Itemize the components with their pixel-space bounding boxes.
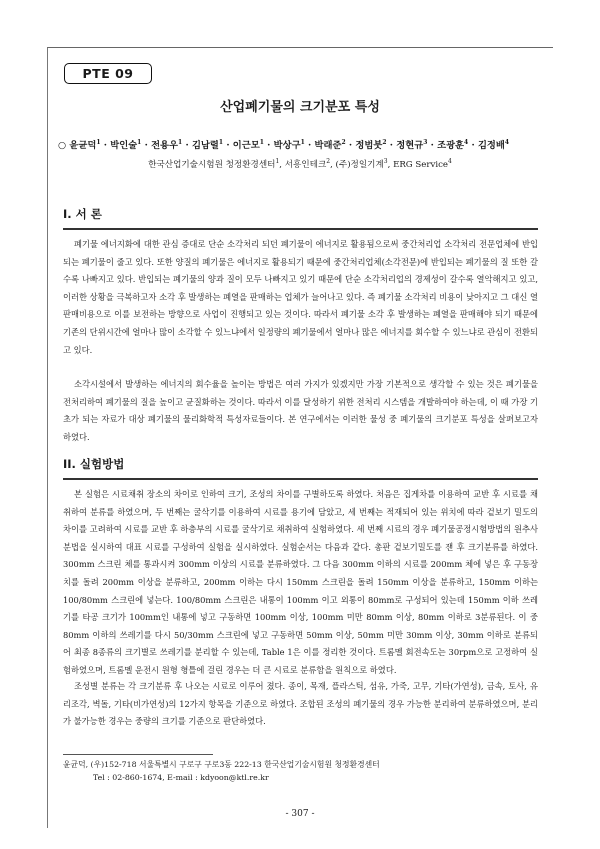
- author-name: 김정배: [477, 140, 505, 151]
- author-separator: ·: [263, 140, 274, 151]
- affiliation-name: 한국산업기술시험원 청정환경센터: [148, 160, 276, 170]
- author-affiliation-index: 2: [382, 138, 387, 146]
- author-separator: ·: [141, 140, 152, 151]
- section-rule: [63, 478, 538, 480]
- author-name: 정범붓: [355, 140, 383, 151]
- author-name: 박인술: [110, 140, 138, 151]
- section-rule: [63, 228, 538, 230]
- affiliation-name: ERG Service: [393, 160, 448, 170]
- author-list: [58, 137, 558, 151]
- footnote-address: 윤균덕, (우)152-718 서울특별시 구로구 구로3동 222-13 한국산업기술시험원 청정환경센터: [63, 760, 380, 769]
- author-marker: ○: [58, 140, 70, 151]
- page-number: - 307 -: [285, 809, 315, 819]
- author-separator: ·: [182, 140, 192, 151]
- affiliation-list: 한국산업기술시험원 청정환경센터$^1$, 서흥인테크$^2$, (주)정일기계$^3$, ERG Service$^4$: [148, 158, 452, 170]
- affiliation-index: 1: [275, 158, 280, 166]
- author-separator: ·: [223, 140, 233, 151]
- paper-title: 산업폐기물의 크기분포 특성: [220, 100, 380, 115]
- footnote-rule: [63, 754, 213, 755]
- author-name: 박상구: [273, 140, 301, 151]
- affiliation-index: 3: [383, 158, 388, 166]
- author-affiliation-index: 1: [96, 138, 101, 146]
- author-affiliation-index: 1: [137, 138, 142, 146]
- author-affiliation-index: 2: [341, 138, 346, 146]
- section-heading-introduction: I. 서 론: [63, 207, 102, 221]
- author-name: 이근모: [232, 140, 260, 151]
- author-affiliation-index: 4: [504, 138, 510, 146]
- author-separator: ·: [100, 140, 111, 151]
- methods-paragraph-2: 조성별 분류는 각 크기분류 후 나오는 시료로 이루어 졌다. 종이, 목재, 플라스틱, 섬유, 가죽, 고무, 기타(가연성), 금속, 토사, 유리조각, 벽돌, 기타(비가연성)의 12가지 항목을 기준으로 하였다. 조합된 조성의 폐기물의 경우 가능한 분리하여 분류하였으며, 분리가 불가능한 경우는 중량의 크기를 기준으로 판단하였다.: [63, 681, 538, 727]
- methods-paragraph-1: 본 실험은 시료채취 장소의 차이로 인하여 크기, 조성의 차이를 구별하도록 하였다. 처음은 집게차를 이용하여 교반 후 시료를 채취하여 분류를 하였으며, 두 번째는 굴삭기를 이용하여 시료를 용기에 담았고, 세 번째는 적재되어 있는 위치에 따라 겉보기 밀도의 차이를 고려하여 시료를 교반 후 하층부의 시료를 굴삭기로 채취하여 실험하였다. 세 번째 시료의 경우 폐기물공정시험방법의 원추사분법을 실시하여 대표 시료를 구성하여 실험을 실시하였다. 실험순서는 다음과 같다. 총판 겉보기밀도를 잰 후 크기분류를 하였다. 300mm 스크린 체를 통과시켜 300mm 이상의 시료를 분류하였다. 그 다음 300mm 이하의 시료를 200mm 체에 넣은 후 구동장치를 돌려 200mm 이상을 분류하고, 200mm 이하는 다시 150mm 스크린을 돌려 150mm 이상을 분류하고, 150mm 이하는 100/80mm 스크린에 넣는다. 100/80mm 스크린은 내통이 100mm 이고 외통이 80mm로 구성되어 있는데 150mm 이하 쓰레기를 타공 크기가 100mm인 내통에 넣고 구동하면 100mm 이상, 100mm 미만 80mm 이상, 80mm 이하로 3분류된다. 이 중 80mm 이하의 쓰레기를 다시 50/30mm 스크린에 넣고 구동하면 50mm 이상, 50mm 미만 30mm 이상, 30mm 이하로 분류되어 최종 8종류의 크기별로 쓰레기를 분리할 수 있는데, Table 1은 이를 정리한 것이다. 트롬멜 회전속도는 30rpm으로 고정하여 실험하였으며, 트롬멜 운전시 원형 형틀에 걸린 경우는 더 큰 시료로 분류함을 원칙으로 하였다.: [63, 489, 539, 675]
- intro-paragraph-1: 폐기물 에너지화에 대한 관심 증대로 단순 소각처리 되던 폐기물이 에너지로 활용됨으로써 중간처리업 소각처리 전문업체에 반입되는 폐기물이 줄고 있다. 또한 양질의 폐기물은 에너지로 활용되기 때문에 중간처리업체(소각전문)에 반입되는 폐기물의 질 또한 갈수록 나빠지고 있다. 반입되는 폐기물의 양과 질이 모두 나빠지고 있기 때문에 단순 소각처리업의 경제성이 갈수록 열악해지고 있고, 이러한 상황을 극복하고자 소각 후 발생하는 폐열을 판매하는 업체가 늘어나고 있다. 즉 폐기물 소각처리 비용이 낮아지고 그 대신 열판매비용으로 이를 보전하는 방향으로 사업이 진행되고 있는 것이다. 따라서 폐기물 소각 후 발생하는 폐열을 판매해야 되기 때문에 기존의 단위시간에 얼마나 많이 소각할 수 있느냐에서 일정량의 폐기물에서 얼마나 많은 에너지를 회수할 수 있느냐로 관심이 전환되고 있다.: [63, 239, 539, 355]
- author-affiliation-index: 3: [423, 138, 428, 146]
- author-separator: ·: [304, 140, 315, 151]
- section-heading-methods: II. 실험방법: [63, 457, 125, 471]
- affiliation-name: 서흥인테크: [284, 160, 327, 170]
- author-name: 김남렬: [191, 140, 219, 151]
- footnote-contact: Tel : 02-860-1674, E-mail : kdyoon@ktl.re.kr: [93, 773, 269, 782]
- author-affiliation-index: 1: [259, 138, 264, 146]
- intro-paragraph-2: 소각시설에서 발생하는 에너지의 회수율을 높이는 방법은 여러 가지가 있겠지만 가장 기본적으로 생각할 수 있는 것은 폐기물을 전처리하여 폐기물의 질을 높이고 균질화하는 것이다. 따라서 이를 달성하기 위한 전처리 시스템을 개발하여야 하는데, 이 때 가장 기초가 되는 자료가 대상 폐기물의 물리화학적 특성자료들이다. 본 연구에서는 이러한 물성 중 폐기물의 크기분포 특성을 살펴보고자 하였다.: [63, 379, 538, 442]
- author-affiliation-index: 4: [464, 138, 469, 146]
- author-affiliation-index: 1: [178, 138, 183, 146]
- affiliation-index: 4: [448, 158, 452, 166]
- author-name: 조광훈: [437, 140, 465, 151]
- affiliation-index: 2: [326, 158, 331, 166]
- author-separator: ·: [427, 140, 438, 151]
- author-name: 전용우: [151, 140, 179, 151]
- author-affiliation-index: 1: [218, 138, 224, 146]
- affiliation-name: (주)정일기계: [335, 160, 384, 170]
- author-separator: ·: [468, 140, 478, 151]
- author-name: 박래준: [314, 140, 342, 151]
- author-affiliation-index: 1: [300, 138, 305, 146]
- session-badge: PTE 09: [64, 63, 152, 84]
- author-separator: ·: [345, 140, 356, 151]
- author-name: 정현규: [396, 140, 424, 151]
- author-separator: ·: [386, 140, 397, 151]
- author-name: 윤균덕: [69, 140, 97, 151]
